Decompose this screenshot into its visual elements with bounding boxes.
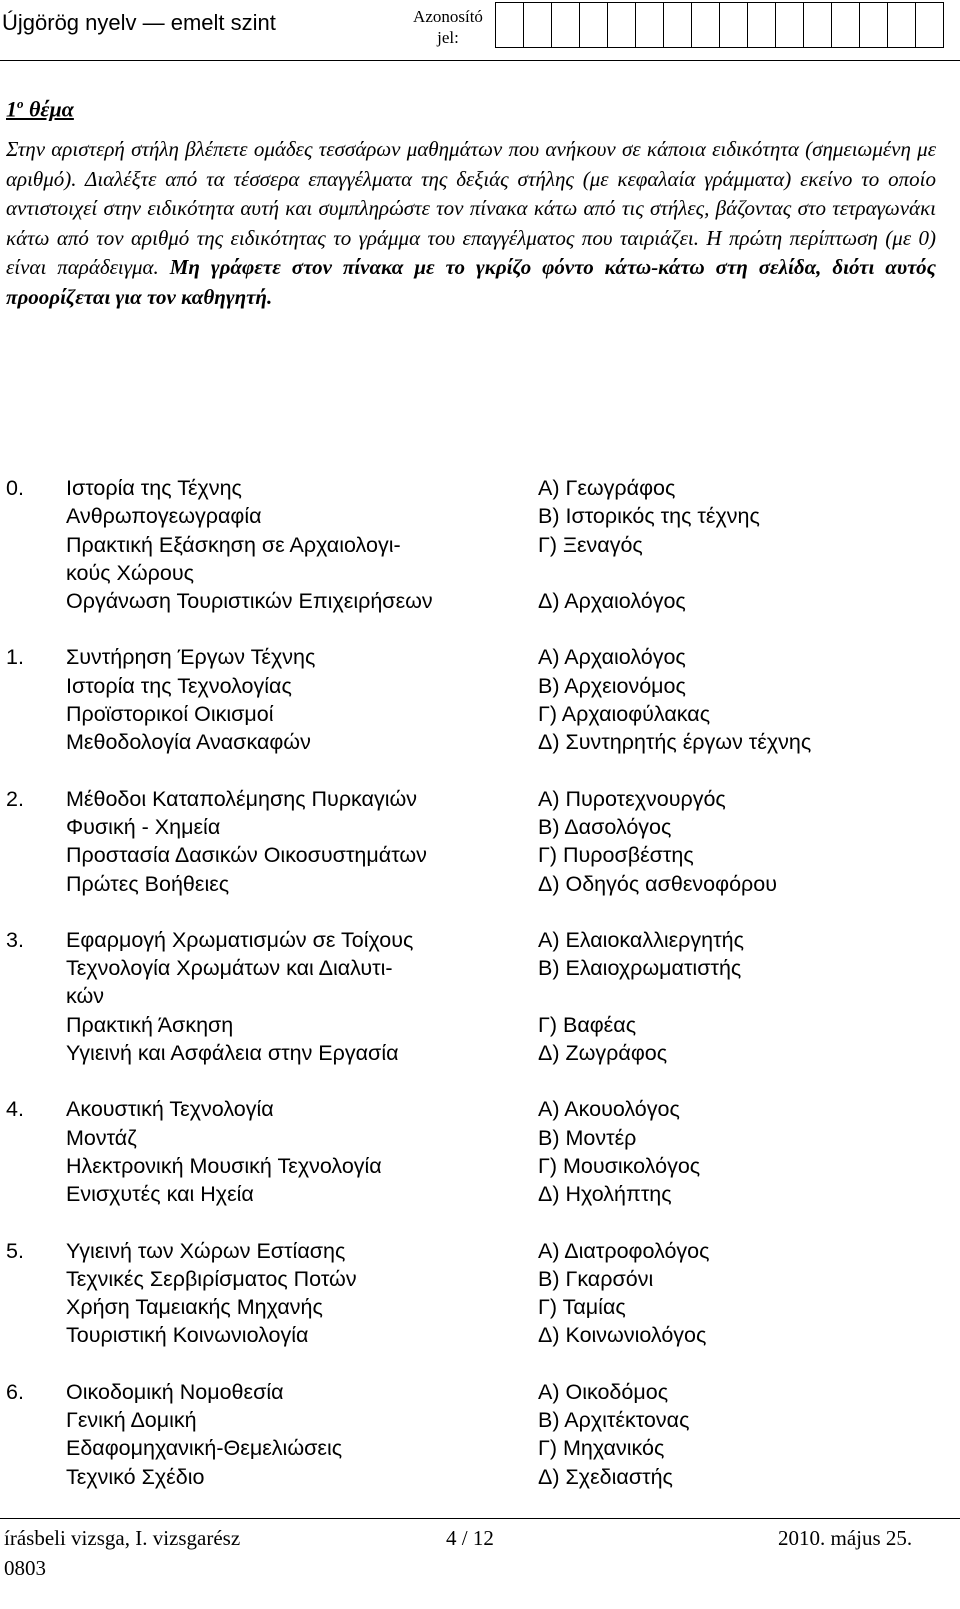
id-digit-box — [859, 2, 888, 48]
group-row — [0, 1321, 960, 1349]
id-label-line-2: jel: — [437, 28, 459, 47]
group-row — [0, 1180, 960, 1208]
group-row — [0, 954, 960, 982]
profession-option: Β) Γκαρσόνι — [538, 1266, 654, 1291]
heading-superscript: o — [17, 96, 24, 111]
header-title: Újgörög nyelv — emelt szint — [2, 10, 276, 35]
instructions-text: Στην αριστερή στήλη βλέπετε ομάδες τεσσάρων μαθημάτων που ανήκουν σε κάποια ειδικότητα (σημειωμένη με αριθμό). Διαλέξτε από τα τέσσερα επαγγέλματα της δεξιάς στήλης (με κεφαλαία γράμματα) εκείνο το οποίο αντιστοιχεί στην ειδικότητα αυτή και συμπληρώστε τον πίνακα κάτω από τις στήλες, βάζοντας στο τετραγωνάκι κάτω από τον αριθμό της ειδικότητας το γράμμα του επαγγέλματος που ταιριάζει. Η πρώτη περίπτωση (με 0) είναι παράδειγμα. — [6, 137, 936, 279]
subject: Χρήση Ταμειακής Μηχανής — [66, 1295, 323, 1320]
group-row — [0, 474, 960, 502]
group-row — [0, 559, 960, 587]
subject: Μέθοδοι Καταπολέμησης Πυρκαγιών — [66, 786, 418, 811]
subject: Ενισχυτές και Ηχεία — [66, 1182, 254, 1207]
profession-option: Β) Αρχειονόμος — [538, 673, 686, 698]
group-row — [0, 502, 960, 530]
group-row — [0, 1406, 960, 1434]
profession-option: Δ) Ζωγράφος — [538, 1041, 668, 1066]
subject: Οργάνωση Τουριστικών Επιχειρήσεων — [66, 589, 433, 614]
id-digit-box — [803, 2, 832, 48]
profession-option: Α) Ακουολόγος — [538, 1097, 680, 1122]
subject: Πρακτική Άσκηση — [66, 1012, 234, 1037]
group-row — [0, 1095, 960, 1123]
profession-option: Δ) Αρχαιολόγος — [538, 589, 686, 614]
subject: Ηλεκτρονική Μουσική Τεχνολογία — [66, 1153, 382, 1178]
group-row — [0, 1378, 960, 1406]
profession-option: Δ) Συντηρητής έργων τέχνης — [538, 730, 812, 755]
subject: Φυσική - Χημεία — [66, 814, 221, 839]
id-digit-box — [523, 2, 552, 48]
matching-groups — [0, 474, 960, 1519]
subject: Υγιεινή των Χώρων Εστίασης — [66, 1238, 346, 1263]
group-row — [0, 643, 960, 671]
profession-option: Γ) Βαφέας — [538, 1012, 637, 1037]
footer-date: 2010. május 25. — [778, 1526, 913, 1550]
footer-rule — [0, 1518, 960, 1519]
profession-option: Γ) Ταμίας — [538, 1295, 626, 1320]
profession-option: Α) Διατροφολόγος — [538, 1238, 710, 1263]
subject: κούς Χώρους — [66, 560, 194, 585]
group-number: 6. — [6, 1379, 24, 1404]
group-5 — [0, 1237, 960, 1350]
subject: Ιστορία της Τέχνης — [66, 476, 242, 500]
profession-option: Α) Αρχαιολόγος — [538, 645, 686, 670]
subject: Οικοδομική Νομοθεσία — [66, 1379, 284, 1404]
subject: Τεχνικό Σχέδιο — [66, 1464, 205, 1489]
group-row — [0, 1237, 960, 1265]
group-row — [0, 1463, 960, 1491]
footer-code: 0803 — [4, 1556, 46, 1580]
heading-word: θέμα — [29, 96, 74, 122]
profession-option: Β) Δασολόγος — [538, 814, 672, 839]
id-digit-box — [551, 2, 580, 48]
id-digit-box — [887, 2, 916, 48]
group-row — [0, 1124, 960, 1152]
group-0 — [0, 474, 960, 615]
heading-number: 1 — [6, 96, 17, 122]
subject: Πρακτική Εξάσκηση σε Αρχαιολογι- — [66, 532, 401, 557]
subject: Συντήρηση Έργων Τέχνης — [66, 645, 316, 670]
subject: Τουριστική Κοινωνιολογία — [66, 1323, 309, 1348]
profession-option: Β) Αρχιτέκτονας — [538, 1408, 690, 1433]
id-digit-box — [831, 2, 860, 48]
profession-option: Γ) Πυροσβέστης — [538, 843, 694, 868]
group-row — [0, 1293, 960, 1321]
id-digit-box — [775, 2, 804, 48]
group-row — [0, 672, 960, 700]
id-digit-box — [635, 2, 664, 48]
group-row — [0, 1434, 960, 1462]
profession-option: Α) Οικοδόμος — [538, 1379, 669, 1404]
footer-exam-part: írásbeli vizsga, I. vizsgarész — [4, 1526, 241, 1550]
subject: Εδαφομηχανική-Θεμελιώσεις — [66, 1436, 343, 1461]
group-4 — [0, 1095, 960, 1208]
id-digit-box — [719, 2, 748, 48]
group-row — [0, 1011, 960, 1039]
group-row — [0, 1265, 960, 1293]
group-number: 2. — [6, 786, 24, 811]
page-header — [0, 0, 960, 62]
id-digit-box — [495, 2, 524, 48]
id-digit-box — [607, 2, 636, 48]
id-boxes — [496, 2, 944, 48]
subject: Προστασία Δασικών Οικοσυστημάτων — [66, 843, 427, 868]
subject: Τεχνολογία Χρωμάτων και Διαλυτι- — [66, 956, 393, 981]
footer-page-number: 4 / 12 — [446, 1526, 494, 1550]
group-row — [0, 785, 960, 813]
subject: Τεχνικές Σερβιρίσματος Ποτών — [66, 1266, 357, 1291]
subject: Ιστορία της Τεχνολογίας — [66, 673, 292, 698]
profession-option: Α) Πυροτεχνουργός — [538, 786, 726, 811]
group-row — [0, 531, 960, 559]
subject: Εφαρμογή Χρωματισμών σε Τοίχους — [66, 927, 414, 952]
profession-option: Δ) Οδηγός ασθενοφόρου — [538, 871, 777, 896]
group-row — [0, 813, 960, 841]
subject: Ακουστική Τεχνολογία — [66, 1097, 274, 1122]
profession-option: Δ) Ηχολήπτης — [538, 1182, 672, 1207]
group-row — [0, 1152, 960, 1180]
profession-option: Β) Ελαιοχρωματιστής — [538, 956, 742, 981]
section-heading — [6, 96, 74, 122]
group-row — [0, 982, 960, 1010]
group-1 — [0, 643, 960, 756]
subject: Γενική Δομική — [66, 1408, 197, 1433]
subject: κών — [66, 984, 105, 1009]
id-digit-box — [579, 2, 608, 48]
subject: Ανθρωπογεωγραφία — [66, 504, 262, 529]
instructions-warning: Μη γράφετε στον πίνακα με το γκρίζο φόντο κάτω-κάτω στη σελίδα, διότι αυτός προορίζεται για τον καθηγητή. — [6, 255, 936, 309]
group-number: 4. — [6, 1097, 24, 1122]
group-number: 0. — [6, 476, 24, 500]
group-row — [0, 870, 960, 898]
group-row — [0, 700, 960, 728]
profession-option: Β) Μοντέρ — [538, 1125, 637, 1150]
id-digit-box — [691, 2, 720, 48]
header-rule — [0, 60, 960, 61]
group-number: 1. — [6, 645, 24, 670]
profession-option: Α) Γεωγράφος — [538, 476, 676, 500]
profession-option: Δ) Σχεδιαστής — [538, 1464, 673, 1489]
id-label — [410, 6, 486, 48]
instructions — [6, 135, 936, 312]
profession-option: Γ) Μηχανικός — [538, 1436, 665, 1461]
profession-option: Γ) Ξεναγός — [538, 532, 643, 557]
group-row — [0, 587, 960, 615]
subject: Υγιεινή και Ασφάλεια στην Εργασία — [66, 1041, 399, 1066]
profession-option: Γ) Μουσικολόγος — [538, 1153, 701, 1178]
profession-option: Δ) Κοινωνιολόγος — [538, 1323, 707, 1348]
id-digit-box — [663, 2, 692, 48]
id-label-line-1: Azonosító — [413, 7, 483, 26]
group-6 — [0, 1378, 960, 1491]
profession-option: Β) Ιστορικός της τέχνης — [538, 504, 760, 529]
group-row — [0, 926, 960, 954]
group-row — [0, 728, 960, 756]
profession-option: Α) Ελαιοκαλλιεργητής — [538, 927, 744, 952]
subject: Προϊστορικοί Οικισμοί — [66, 702, 274, 727]
id-digit-box — [747, 2, 776, 48]
subject: Μοντάζ — [66, 1125, 137, 1150]
group-number: 5. — [6, 1238, 24, 1263]
group-3 — [0, 926, 960, 1067]
group-row — [0, 1039, 960, 1067]
profession-option: Γ) Αρχαιοφύλακας — [538, 702, 711, 727]
subject: Μεθοδολογία Ανασκαφών — [66, 730, 311, 755]
group-row — [0, 841, 960, 869]
group-number: 3. — [6, 927, 24, 952]
subject: Πρώτες Βοήθειες — [66, 871, 230, 896]
group-2 — [0, 785, 960, 898]
id-digit-box — [915, 2, 944, 48]
